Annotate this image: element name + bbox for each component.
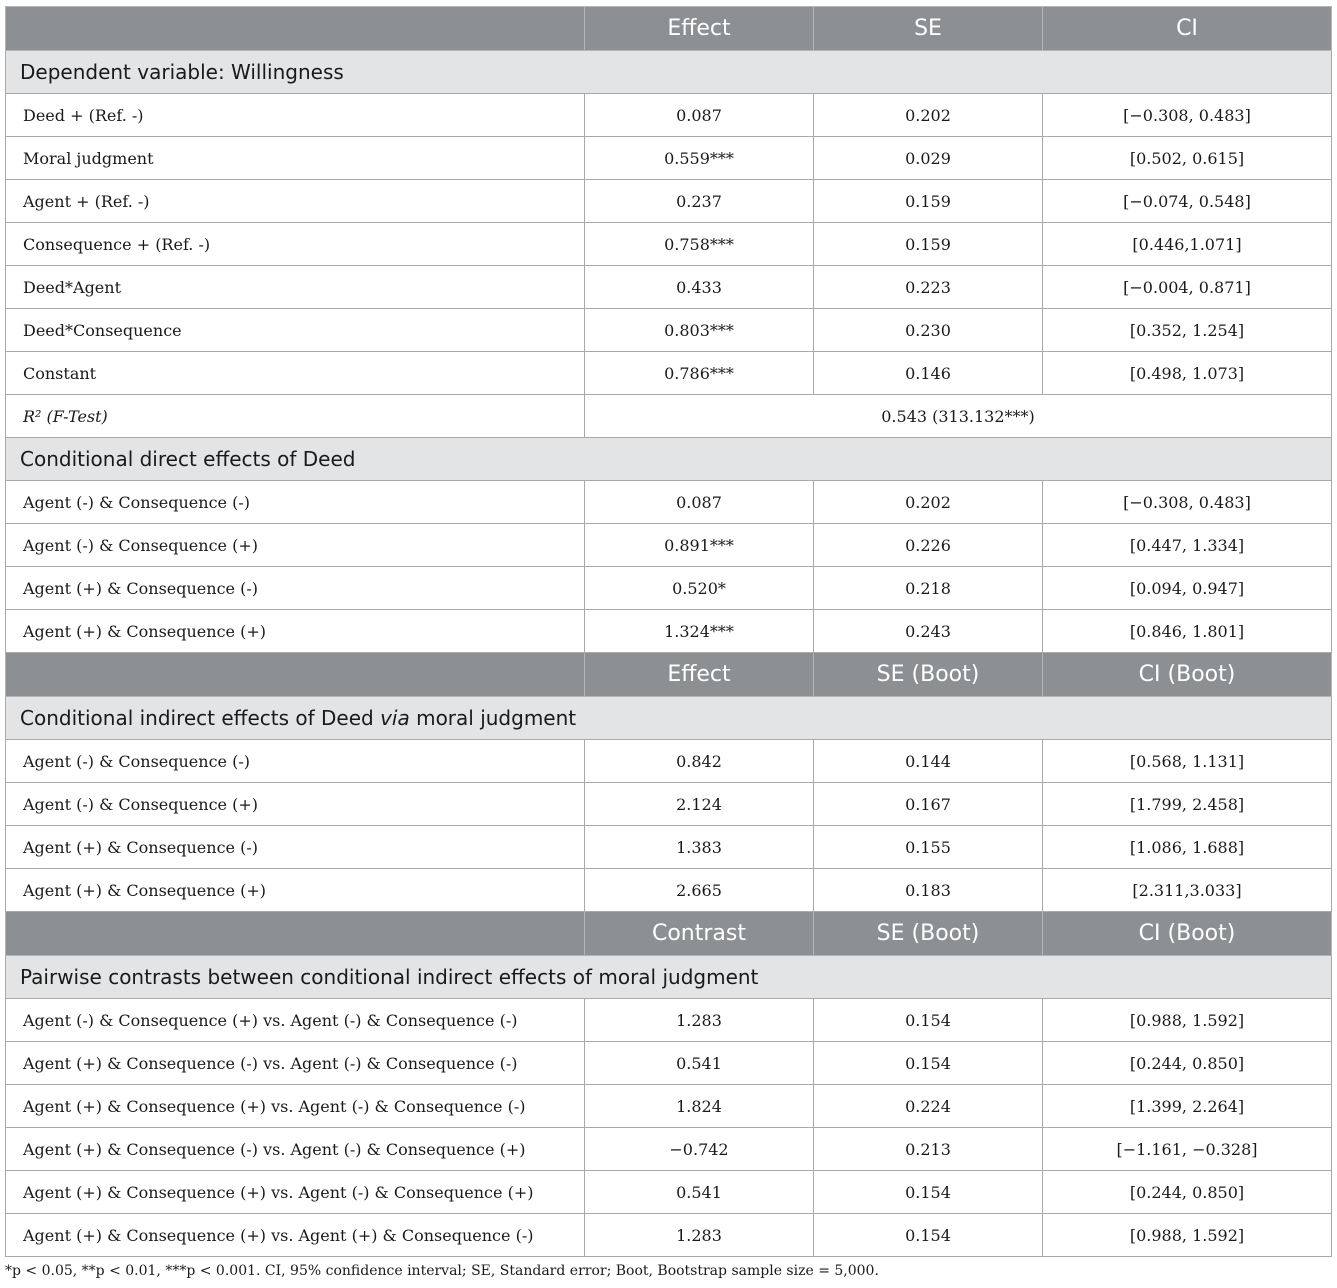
row-label: Agent (+) & Consequence (-) vs. Agent (-) & Consequence (+) [6, 1128, 585, 1171]
row-label: Agent (-) & Consequence (-) [6, 481, 585, 524]
ci-value: [0.846, 1.801] [1043, 610, 1332, 653]
header-cell-blank [6, 7, 585, 51]
row-label: Agent (-) & Consequence (-) [6, 740, 585, 783]
section-row [6, 438, 1332, 481]
effect-value: 1.324*** [585, 610, 814, 653]
ci-value: [1.799, 2.458] [1043, 783, 1332, 826]
table-row [6, 869, 1332, 912]
se-value: 0.029 [814, 137, 1043, 180]
row-label: Agent (-) & Consequence (+) vs. Agent (-) & Consequence (-) [6, 999, 585, 1042]
row-label: Consequence + (Ref. -) [6, 223, 585, 266]
se-value: 0.243 [814, 610, 1043, 653]
ci-value: [0.446,1.071] [1043, 223, 1332, 266]
section-title-pairwise-contrasts: Pairwise contrasts between conditional indirect effects of moral judgment [6, 956, 1332, 999]
section-title-part: moral judgment [409, 706, 577, 730]
contrast-value: 0.541 [585, 1042, 814, 1085]
ci-value: [0.244, 0.850] [1043, 1042, 1332, 1085]
row-label: Agent (+) & Consequence (+) vs. Agent (-) & Consequence (+) [6, 1171, 585, 1214]
ci-value: [−0.308, 0.483] [1043, 94, 1332, 137]
se-value: 0.144 [814, 740, 1043, 783]
effect-value: 0.891*** [585, 524, 814, 567]
table-header-row [6, 7, 1332, 51]
table-row [6, 94, 1332, 137]
table-row [6, 783, 1332, 826]
r2-label: R² (F-Test) [6, 395, 585, 438]
header-cell-se: SE [814, 7, 1043, 51]
header-cell-se-boot: SE (Boot) [814, 653, 1043, 697]
ci-value: [−0.074, 0.548] [1043, 180, 1332, 223]
se-value: 0.167 [814, 783, 1043, 826]
section-row [6, 956, 1332, 999]
row-label: Agent (+) & Consequence (-) vs. Agent (-) & Consequence (-) [6, 1042, 585, 1085]
header-cell-blank [6, 912, 585, 956]
ci-value: [0.447, 1.334] [1043, 524, 1332, 567]
table-row [6, 999, 1332, 1042]
results-table-container [5, 6, 1331, 1257]
ci-value: [0.568, 1.131] [1043, 740, 1332, 783]
row-label: Agent (+) & Consequence (+) vs. Agent (+) & Consequence (-) [6, 1214, 585, 1257]
se-value: 0.159 [814, 223, 1043, 266]
header-cell-effect: Effect [585, 7, 814, 51]
row-label: Deed*Agent [6, 266, 585, 309]
header-cell-ci-boot: CI (Boot) [1043, 912, 1332, 956]
row-label: Agent (-) & Consequence (+) [6, 783, 585, 826]
effect-value: 0.087 [585, 481, 814, 524]
effect-value: 0.758*** [585, 223, 814, 266]
effect-value: 1.383 [585, 826, 814, 869]
row-label: Agent (+) & Consequence (-) [6, 826, 585, 869]
ci-value: [2.311,3.033] [1043, 869, 1332, 912]
ci-value: [1.086, 1.688] [1043, 826, 1332, 869]
contrast-value: 1.283 [585, 1214, 814, 1257]
table-row [6, 137, 1332, 180]
table-row [6, 567, 1332, 610]
section-title-part: Conditional indirect effects of Deed [20, 706, 381, 730]
table-row [6, 740, 1332, 783]
row-label: Agent (+) & Consequence (+) vs. Agent (-) & Consequence (-) [6, 1085, 585, 1128]
effect-value: 0.520* [585, 567, 814, 610]
row-label: Deed*Consequence [6, 309, 585, 352]
ci-value: [−0.004, 0.871] [1043, 266, 1332, 309]
se-value: 0.226 [814, 524, 1043, 567]
header-cell-contrast: Contrast [585, 912, 814, 956]
effect-value: 0.433 [585, 266, 814, 309]
se-value: 0.159 [814, 180, 1043, 223]
se-value: 0.218 [814, 567, 1043, 610]
ci-value: [−1.161, −0.328] [1043, 1128, 1332, 1171]
header-cell-se-boot: SE (Boot) [814, 912, 1043, 956]
table-row [6, 524, 1332, 567]
se-value: 0.154 [814, 1171, 1043, 1214]
ci-value: [−0.308, 0.483] [1043, 481, 1332, 524]
effect-value: 0.559*** [585, 137, 814, 180]
ci-value: [0.352, 1.254] [1043, 309, 1332, 352]
r2-value: 0.543 (313.132***) [585, 395, 1332, 438]
ci-value: [0.498, 1.073] [1043, 352, 1332, 395]
effect-value: 0.786*** [585, 352, 814, 395]
row-label: Agent (-) & Consequence (+) [6, 524, 585, 567]
se-value: 0.154 [814, 999, 1043, 1042]
se-value: 0.202 [814, 94, 1043, 137]
contrast-value: 1.824 [585, 1085, 814, 1128]
table-row [6, 826, 1332, 869]
table-row [6, 610, 1332, 653]
effect-value: 0.842 [585, 740, 814, 783]
header-cell-ci: CI [1043, 7, 1332, 51]
row-label: Constant [6, 352, 585, 395]
table-row [6, 481, 1332, 524]
se-value: 0.155 [814, 826, 1043, 869]
row-label: Agent (+) & Consequence (+) [6, 869, 585, 912]
se-value: 0.223 [814, 266, 1043, 309]
se-value: 0.146 [814, 352, 1043, 395]
se-value: 0.213 [814, 1128, 1043, 1171]
section-row [6, 51, 1332, 94]
r2-row [6, 395, 1332, 438]
header-cell-ci-boot: CI (Boot) [1043, 653, 1332, 697]
effect-value: 0.087 [585, 94, 814, 137]
table-row [6, 1171, 1332, 1214]
table-row [6, 309, 1332, 352]
effect-value: 0.803*** [585, 309, 814, 352]
row-label: Agent (+) & Consequence (+) [6, 610, 585, 653]
row-label: Agent + (Ref. -) [6, 180, 585, 223]
contrast-value: 1.283 [585, 999, 814, 1042]
effect-value: 2.665 [585, 869, 814, 912]
effect-value: 2.124 [585, 783, 814, 826]
ci-value: [0.988, 1.592] [1043, 1214, 1332, 1257]
row-label: Deed + (Ref. -) [6, 94, 585, 137]
table-row [6, 1085, 1332, 1128]
table-footnote: *p < 0.05, **p < 0.01, ***p < 0.001. CI, 95% confidence interval; SE, Standard error; Boot, Bootstrap sample size = 5,000. [5, 1263, 879, 1279]
section-title-italic: via [380, 706, 410, 730]
header-cell-effect: Effect [585, 653, 814, 697]
section-title-direct-effects: Conditional direct effects of Deed [6, 438, 1332, 481]
table-row [6, 1042, 1332, 1085]
ci-value: [0.988, 1.592] [1043, 999, 1332, 1042]
ci-value: [0.502, 0.615] [1043, 137, 1332, 180]
se-value: 0.154 [814, 1042, 1043, 1085]
header-cell-blank [6, 653, 585, 697]
row-label: Moral judgment [6, 137, 585, 180]
results-table [5, 6, 1332, 1257]
contrast-value: −0.742 [585, 1128, 814, 1171]
ci-value: [1.399, 2.264] [1043, 1085, 1332, 1128]
table-row [6, 266, 1332, 309]
table-row [6, 180, 1332, 223]
table-header-row-boot [6, 653, 1332, 697]
section-row [6, 697, 1332, 740]
se-value: 0.183 [814, 869, 1043, 912]
effect-value: 0.237 [585, 180, 814, 223]
section-title-willingness: Dependent variable: Willingness [6, 51, 1332, 94]
se-value: 0.230 [814, 309, 1043, 352]
se-value: 0.154 [814, 1214, 1043, 1257]
se-value: 0.202 [814, 481, 1043, 524]
table-row [6, 1214, 1332, 1257]
table-row [6, 1128, 1332, 1171]
contrast-value: 0.541 [585, 1171, 814, 1214]
se-value: 0.224 [814, 1085, 1043, 1128]
ci-value: [0.094, 0.947] [1043, 567, 1332, 610]
table-row [6, 223, 1332, 266]
ci-value: [0.244, 0.850] [1043, 1171, 1332, 1214]
section-title-indirect-effects [6, 697, 1332, 740]
table-header-row-contrast [6, 912, 1332, 956]
row-label: Agent (+) & Consequence (-) [6, 567, 585, 610]
table-row [6, 352, 1332, 395]
